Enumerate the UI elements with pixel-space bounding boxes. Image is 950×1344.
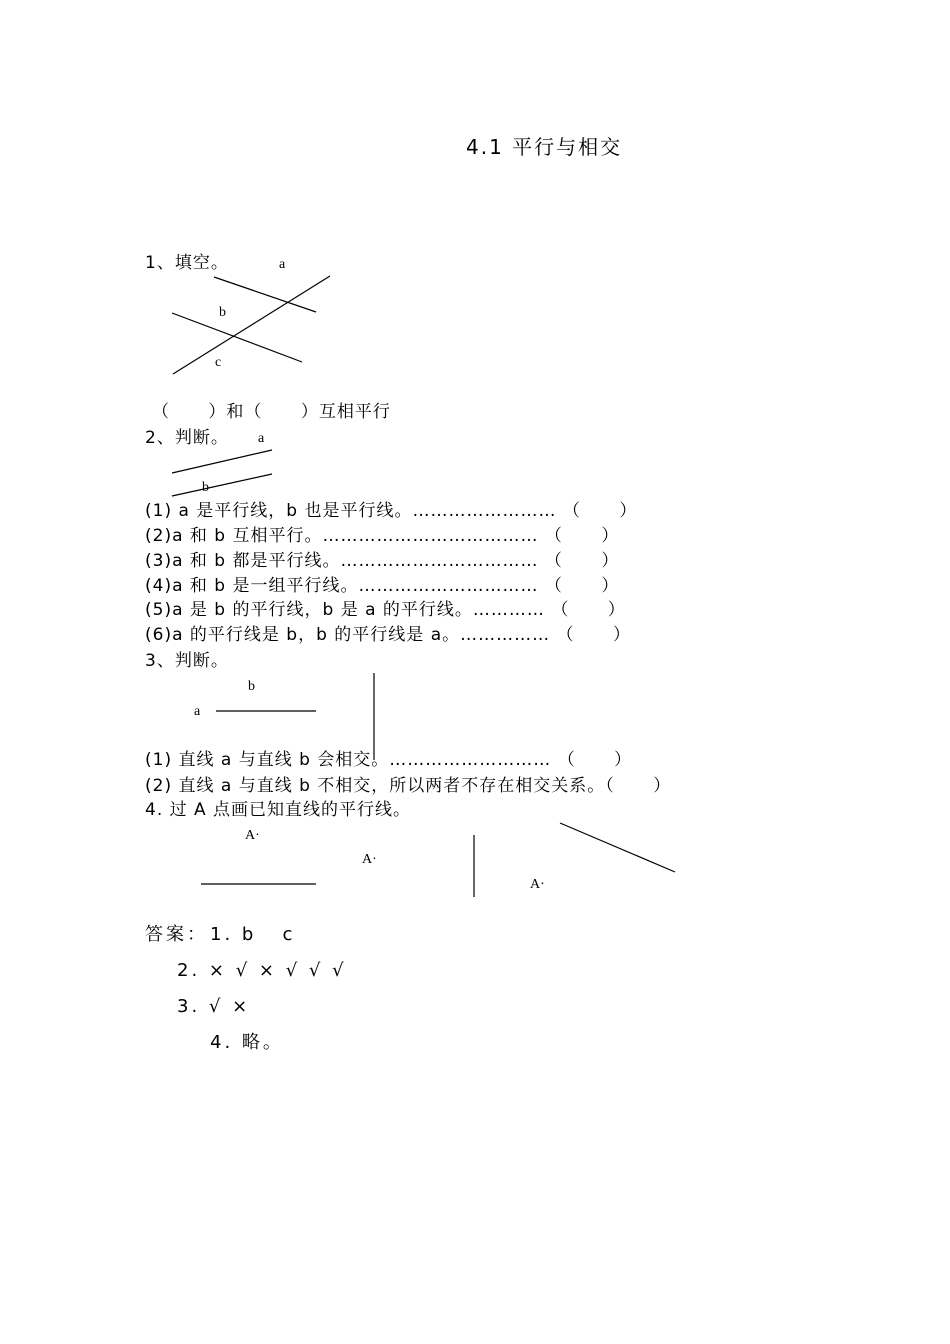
answer-2: 2. × √ × √ √ √	[177, 960, 347, 981]
q2-label-b: b	[202, 480, 209, 495]
q2-item-2: (2)a 和 b 互相平行。……………………………… （ ）	[145, 526, 620, 546]
answer-1: 1. b c	[210, 924, 296, 945]
q2-item-3: (3)a 和 b 都是平行线。…………………………… （ ）	[145, 551, 620, 571]
q3-label-a: a	[194, 704, 201, 719]
q4-point-a-3: A·	[530, 877, 545, 892]
answer-4: 4. 略。	[210, 1032, 284, 1053]
q1-label-a: a	[279, 257, 286, 272]
q4-diagonal-line	[560, 823, 675, 872]
answers-label: 答案：	[145, 924, 208, 945]
q1-blank-line: （ ）和（ ）互相平行	[152, 402, 391, 422]
q2-item-5: (5)a 是 b 的平行线，b 是 a 的平行线。………… （ ）	[145, 600, 626, 620]
q2-item-1: (1) a 是平行线，b 也是平行线。…………………… （ ）	[145, 501, 638, 521]
q4-heading: 4. 过 A 点画已知直线的平行线。	[145, 800, 412, 820]
q3-label-b: b	[248, 679, 255, 694]
q4-point-a-2: A·	[362, 852, 377, 867]
q4-point-a-1: A·	[245, 828, 260, 843]
q2-label-a: a	[258, 431, 265, 446]
q1-label-c: c	[215, 355, 222, 370]
q3-item-1: (1) 直线 a 与直线 b 会相交。……………………… （ ）	[145, 750, 633, 770]
q3-heading: 3、判断。	[145, 651, 229, 671]
q1-label-b: b	[219, 305, 226, 320]
q3-item-2: (2) 直线 a 与直线 b 不相交，所以两者不存在相交关系。（ ）	[145, 776, 672, 796]
q2-item-4: (4)a 和 b 是一组平行线。………………………… （ ）	[145, 576, 620, 596]
answer-3: 3. √ ×	[177, 996, 251, 1017]
q2-heading: 2、判断。	[145, 428, 229, 448]
q2-item-6: (6)a 的平行线是 b，b 的平行线是 a。…………… （ ）	[145, 625, 631, 645]
page-title: 4.1 平行与相交	[466, 135, 623, 159]
q1-heading: 1、填空。	[145, 253, 229, 273]
